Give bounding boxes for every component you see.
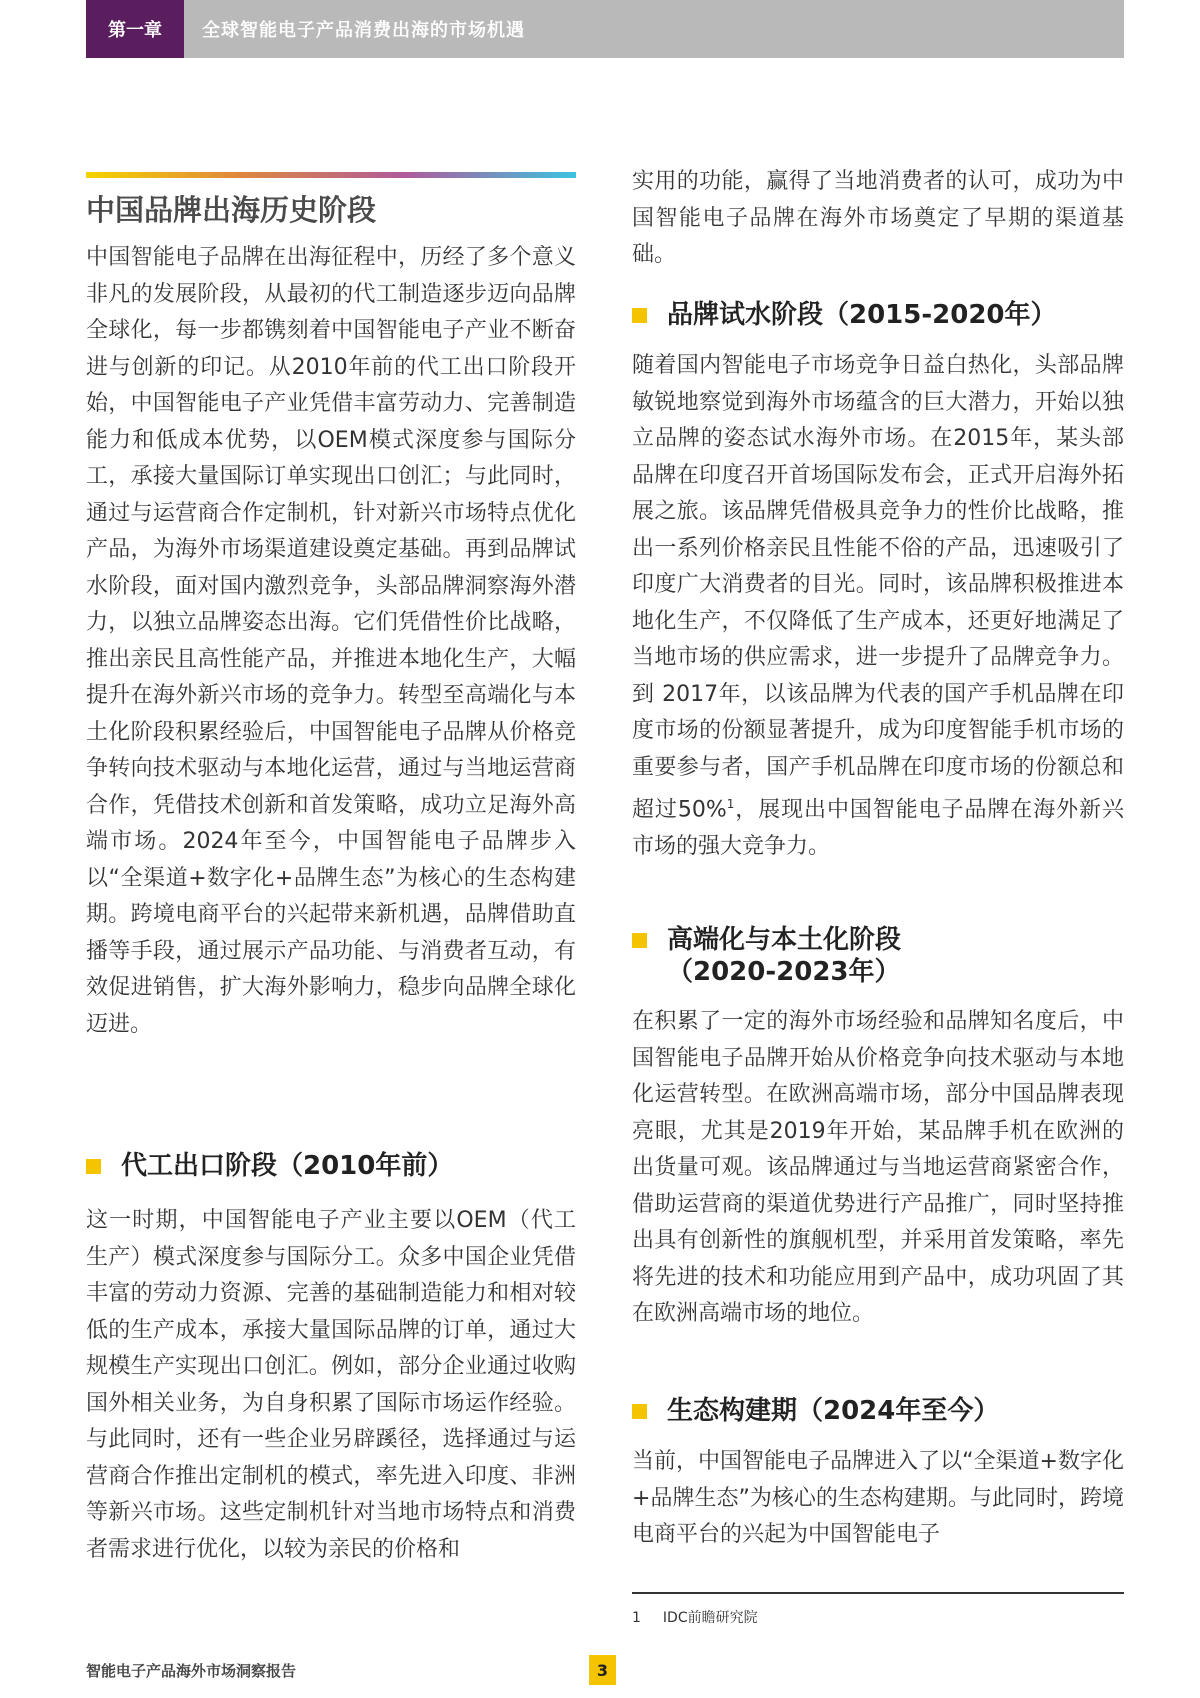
bullet-square-icon (632, 1404, 647, 1419)
stage-heading-text: 生态构建期（2024年至今） (667, 1396, 1000, 1426)
stage-heading-line2: （2020-2023年） (667, 957, 901, 987)
stage-premium-paragraph: 在积累了一定的海外市场经验和品牌知名度后，中国智能电子品牌开始从价格竞争向技术驱动与本地化运营转型。在欧洲高端市场，部分中国品牌表现亮眼，尤其是2019年开始，某品牌手机在欧洲的出货量可观。该品牌通过与当地运营商紧密合作，借助运营商的渠道优势进行产品推广，同时坚持推出具有创新性的旗舰机型，并采用首发策略，率先将先进的技术和功能应用到产品中，成功巩固了其在欧洲高端市场的地位。 (632, 1009, 1124, 1326)
bullet-square-icon (632, 308, 647, 323)
stage-ecosystem-paragraph: 当前，中国智能电子品牌进入了以“全渠道+数字化+品牌生态”为核心的生态构建期。与此同时，跨境电商平台的兴起为中国智能电子 (632, 1449, 1124, 1547)
stage-heading-text: 品牌试水阶段（2015-2020年） (667, 300, 1057, 330)
chapter-title: 全球智能电子产品消费出海的市场机遇 (202, 20, 525, 41)
stage-heading-oem (86, 1150, 576, 1182)
page-number: 3 (589, 1655, 616, 1685)
stage-brand-trial-text: 随着国内智能电子市场竞争日益白热化，头部品牌敏锐地察觉到海外市场蕴含的巨大潜力，开始以独立品牌的姿态试水海外市场。在2015年，某头部品牌在印度召开首场国际发布会，正式开启海外拓展之旅。该品牌凭借极具竞争力的性价比战略，推出一系列价格亲民且性能不俗的产品，迅速吸引了印度广大消费者的目光。同时，该品牌积极推进本地化生产，不仅降低了生产成本，还更好地满足了当地市场的供应需求，进一步提升了品牌竞争力。到 2017年，以该品牌为代表的国产手机品牌在印度市场的份额显著提升，成为印度智能手机市场的重要参与者，国产手机品牌在印度市场的份额总和超过50% (632, 353, 1124, 823)
chapter-label: 第一章 (86, 0, 184, 58)
chapter-header (86, 0, 1124, 58)
footnote-divider (632, 1592, 1124, 1594)
stage-oem-paragraph: 这一时期，中国智能电子产业主要以OEM（代工生产）模式深度参与国际分工。众多中国企业凭借丰富的劳动力资源、完善的基础制造能力和相对较低的生产成本，承接大量国际品牌的订单，通过大规模生产实现出口创汇。例如，部分企业通过收购国外相关业务，为自身积累了国际市场运作经验。与此同时，还有一些企业另辟蹊径，选择通过与运营商合作推出定制机的模式，率先进入印度、非洲等新兴市场。这些定制机针对当地市场特点和消费者需求进行优化，以较为亲民的价格和 (86, 1208, 576, 1562)
footnote-number: 1 (632, 1610, 641, 1626)
stage-brand-trial-text-end: ，展现出中国智能电子品牌在海外新兴市场的强大竞争力。 (632, 797, 1124, 859)
footnote-marker: 1 (726, 797, 735, 811)
footnote-text: IDC前瞻研究院 (662, 1610, 758, 1626)
bullet-square-icon (86, 1159, 101, 1174)
stage-heading-premium (632, 924, 1124, 988)
section-title: 中国品牌出海历史阶段 (86, 193, 377, 227)
bullet-square-icon (632, 933, 647, 948)
stage-heading-text: 代工出口阶段（2010年前） (121, 1151, 454, 1181)
footnote (632, 1607, 758, 1627)
stage-heading-text (667, 924, 901, 988)
section-gradient-bar (86, 172, 576, 178)
intro-paragraph: 中国智能电子品牌在出海征程中，历经了多个意义非凡的发展阶段，从最初的代工制造逐步迈向品牌全球化，每一步都镌刻着中国智能电子产业不断奋进与创新的印记。从2010年前的代工出口阶段开始，中国智能电子产业凭借丰富劳动力、完善制造能力和低成本优势，以OEM模式深度参与国际分工，承接大量国际订单实现出口创汇；与此同时，通过与运营商合作定制机，针对新兴市场特点优化产品，为海外市场渠道建设奠定基础。再到品牌试水阶段，面对国内激烈竞争，头部品牌洞察海外潜力，以独立品牌姿态出海。它们凭借性价比战略，推出亲民且高性能产品，并推进本地化生产，大幅提升在海外新兴市场的竞争力。转型至高端化与本土化阶段积累经验后，中国智能电子品牌从价格竞争转向技术驱动与本地化运营，通过与当地运营商合作，凭借技术创新和首发策略，成功立足海外高端市场。2024年至今，中国智能电子品牌步入以“全渠道+数字化+品牌生态”为核心的生态构建期。跨境电商平台的兴起带来新机遇，品牌借助直播等手段，通过展示产品功能、与消费者互动，有效促进销售，扩大海外影响力，稳步向品牌全球化迈进。 (86, 245, 576, 1037)
stage-oem-continued-paragraph: 实用的功能，赢得了当地消费者的认可，成功为中国智能电子品牌在海外市场奠定了早期的渠道基础。 (632, 169, 1124, 267)
stage-heading-line1: 高端化与本土化阶段 (667, 925, 902, 955)
stage-brand-trial-paragraph (632, 348, 1124, 865)
report-title: 智能电子产品海外市场洞察报告 (86, 1662, 297, 1680)
stage-heading-brand-trial (632, 299, 1124, 331)
stage-heading-ecosystem (632, 1395, 1124, 1427)
